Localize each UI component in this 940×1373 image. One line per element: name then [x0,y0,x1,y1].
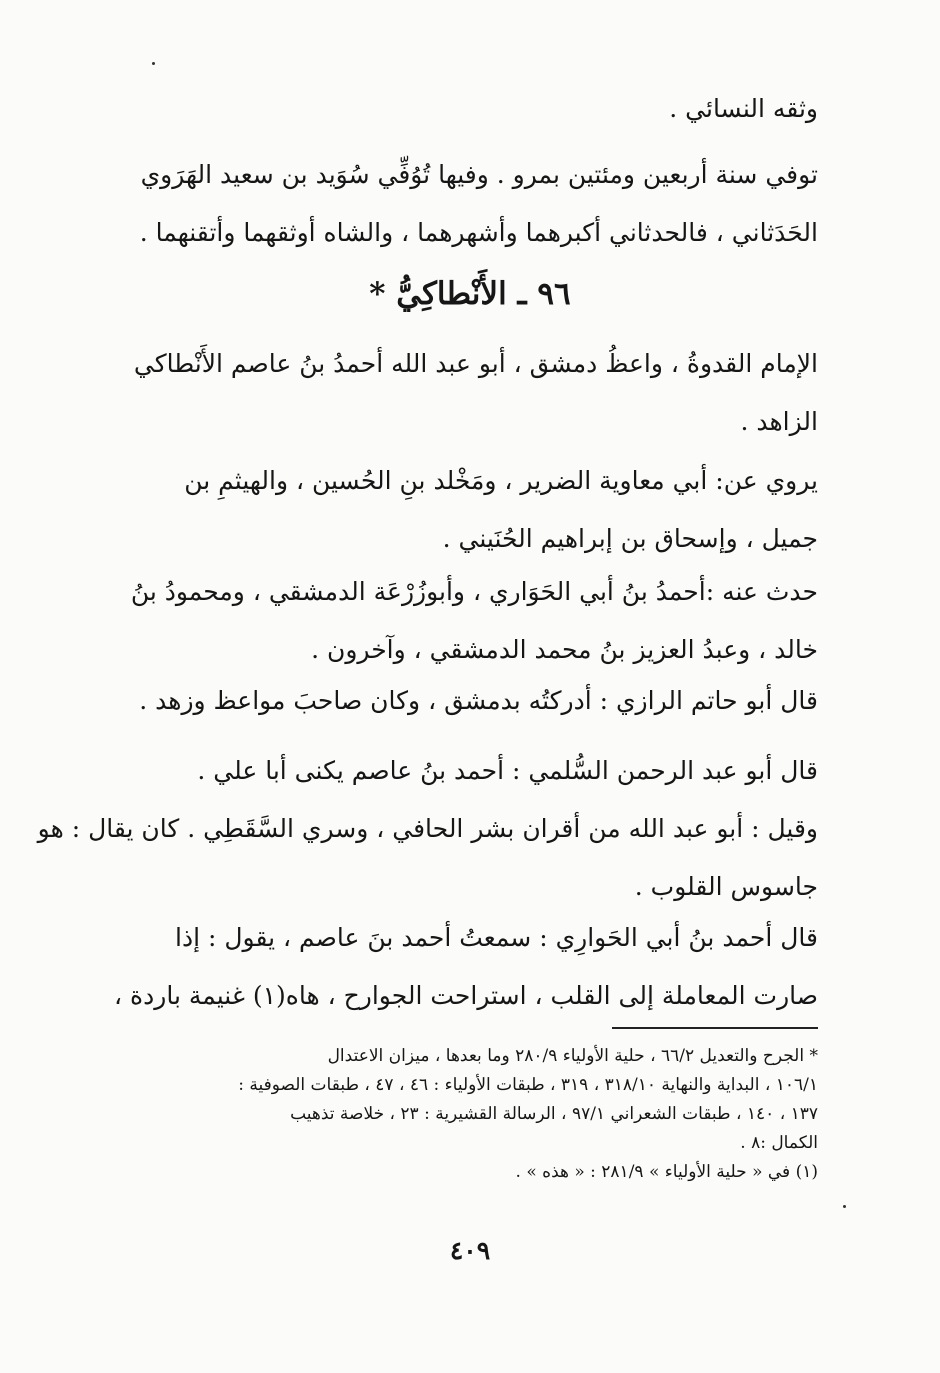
paragraph-intro [133,335,818,451]
entry-heading: ٩٦ ـ الأَنْطاكِيُّ * [369,276,571,312]
text-line: صارت المعاملة إلى القلب ، استراحت الجوارح ، هاه(١) غنيمة باردة ، [114,981,818,1010]
paragraph-ibn-abi-hawari [114,909,818,1025]
text-line: الحَدَثاني ، فالحدثاني أكبرهما وأشهرهما ، والشاه أوثقهما وأتقنهما . [139,218,818,247]
paragraph-narrated-by [130,563,818,679]
page-number: ٤٠٩ [449,1236,491,1265]
paragraph-nasai [148,80,818,138]
footnote-line: (١) في « حلية الأولياء » ٢٨١/٩ : « هذه » . [515,1162,818,1182]
scan-speck [843,1205,846,1208]
paragraph-death [139,146,818,262]
text-line: وثقه النسائي . [669,94,818,123]
paragraph-abu-hatim [139,672,818,730]
text-line: يروي عن: أبي معاوية الضرير ، ومَخْلد بنِ الحُسين ، والهيثمِ بن [184,466,818,495]
text-line: جميل ، وإسحاق بن إبراهيم الحُنَيني . [442,524,818,553]
text-line: قال أحمد بنُ أبي الحَوارِي : سمعتُ أحمد بنَ عاصم ، يقول : إذا [175,923,818,952]
footnote-line: ١٣٧ ، ١٤٠ ، طبقات الشعراني ٩٧/١ ، الرسالة القشيرية : ٢٣ ، خلاصة تذهيب [290,1104,818,1124]
footnote-line: ١٠٦/١ ، البداية والنهاية ٣١٨/١٠ ، ٣١٩ ، طبقات الأولياء : ٤٦ ، ٤٧ ، طبقات الصوفية : [238,1075,818,1095]
text-line: توفي سنة أربعين ومئتين بمرو . وفيها تُوُفِّي سُوَيد بن سعيد الهَرَوي [140,160,818,189]
paragraph-sulami [37,742,818,916]
text-line: جاسوس القلوب . [634,872,818,901]
text-line: الإمام القدوةُ ، واعظُ دمشق ، أبو عبد الله أحمدُ بنُ عاصم الأَنْطاكي [133,349,818,378]
footnote-line: الكمال :٨ . [740,1133,818,1153]
footnote-line: * الجرح والتعديل ٦٦/٢ ، حلية الأولياء ٢٨٠/٩ وما بعدها ، ميزان الاعتدال [327,1046,818,1066]
text-line: قال أبو حاتم الرازي : أدركتُه بدمشق ، وكان صاحبَ مواعظ وزهد . [139,686,818,715]
footnote-separator [612,1027,818,1029]
text-line: قال أبو عبد الرحمن السُّلمي : أحمد بنُ عاصم يكنى أبا علي . [197,756,818,785]
text-line: وقيل : أبو عبد الله من أقران بشر الحافي ، وسري السَّقَطِي . كان يقال : هو [37,814,818,843]
paragraph-narrates-from [148,452,818,568]
footnotes [148,1042,818,1187]
text-line: الزاهد . [740,407,818,436]
text-line: حدث عنه :أحمدُ بنُ أبي الحَوَاري ، وأبوزُرْعَة الدمشقي ، ومحمودُ بنُ [130,577,818,606]
text-line: خالد ، وعبدُ العزيز بنُ محمد الدمشقي ، وآخرون . [311,635,818,664]
scan-speck [152,62,155,65]
